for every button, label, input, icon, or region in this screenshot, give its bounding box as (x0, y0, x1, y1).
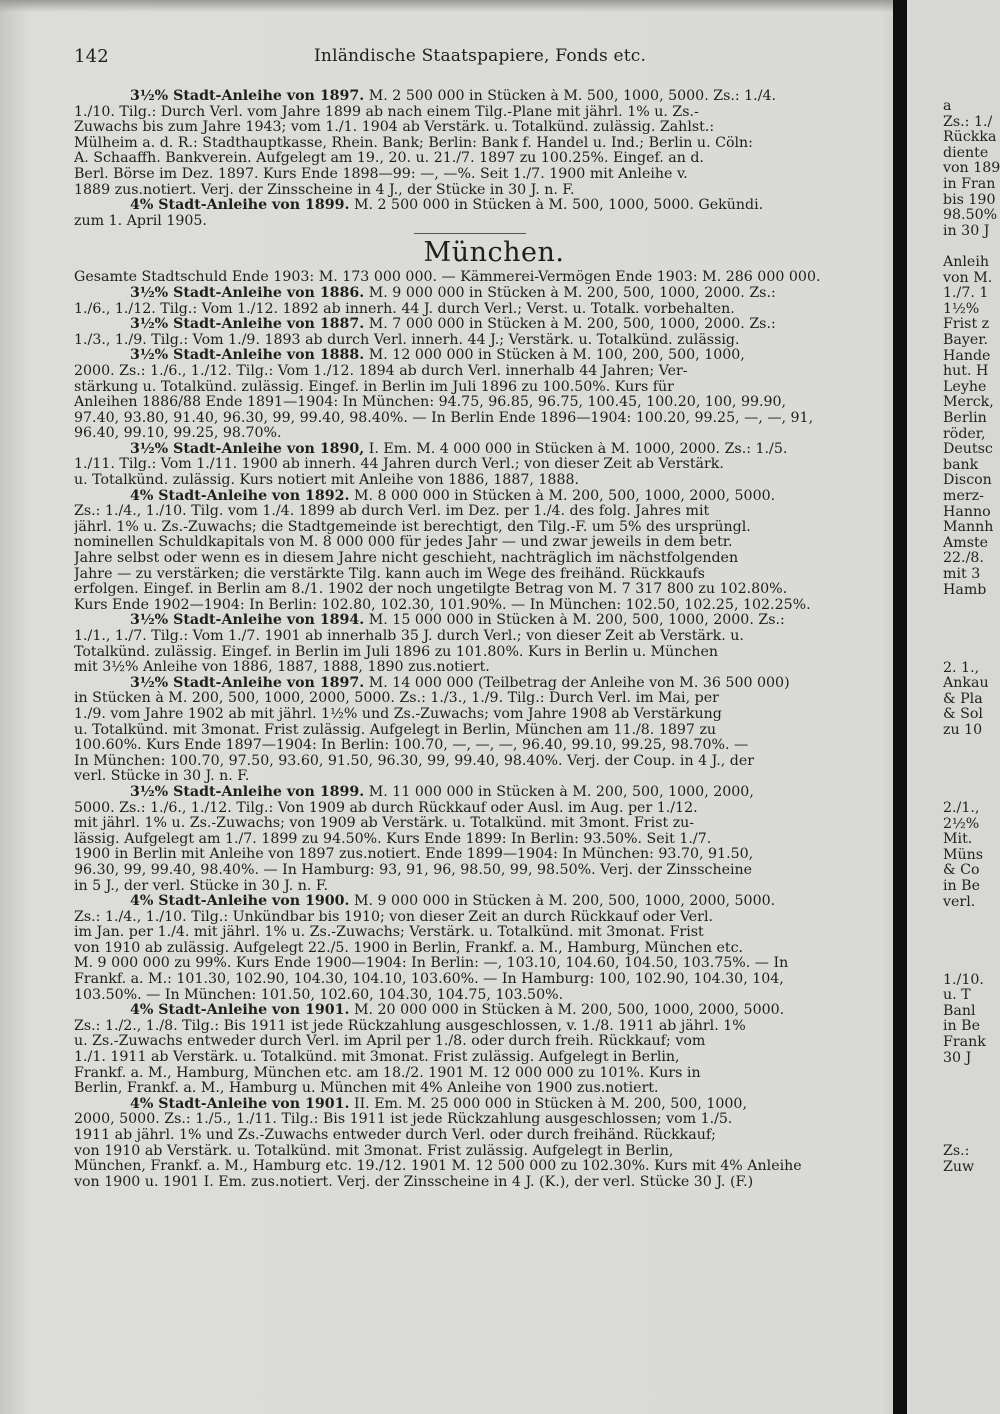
entry-text: in Stücken à M. 200, 500, 1000, 2000, 5000. Zs.: 1./3., 1./9. Tilg.: Durch Verl. im Mai, per (74, 691, 719, 707)
right-page-text: Zs.: (943, 1143, 970, 1160)
right-page-text: Zuw (943, 1158, 975, 1175)
bond-entry (74, 785, 874, 894)
right-page-text: 1./10. (943, 971, 984, 988)
entry-text: Jahre — zu verstärken; die verstärkte Tilg. kann auch im Wege des freihänd. Rückkaufs (74, 566, 705, 582)
entry-line (74, 769, 874, 785)
entry-line (74, 582, 874, 598)
bond-entry (74, 89, 874, 198)
entry-text: Frankf. a. M.: 101.30, 102.90, 104.30, 104.10, 103.60%. — In Hamburg: 100, 102.90, 104.30, 104, (74, 972, 784, 988)
entry-line (74, 442, 874, 458)
bond-entry (74, 348, 874, 442)
entry-text: 1911 ab jährl. 1% und Zs.-Zuwachs entweder durch Verl. oder durch freihänd. Rückkauf; (74, 1128, 716, 1143)
right-page-fragment (907, 0, 1000, 1414)
entry-line (74, 395, 874, 411)
entry-text: 1./10. Tilg.: Durch Verl. vom Jahre 1899 ab nach einem Tilg.-Plane mit jährl. 1% u. Zs.- (74, 104, 699, 120)
entry-text: M. 8 000 000 in Stücken à M. 200, 500, 1000, 2000, 5000. (353, 488, 776, 504)
entry-text: in 5 J., der verl. Stücke in 30 J. n. F. (74, 878, 329, 894)
entry-text: Mülheim a. d. R.: Stadthauptkasse, Rhein. Bank; Berlin: Bank f. Handel u. Ind.; Berlin u. Cöln: (74, 135, 753, 151)
entry-line (74, 551, 874, 567)
entry-text: Kurs Ende 1902—1904: In Berlin: 102.80, 102.30, 101.90%. — In München: 102.50, 102.25, 102.25%. (74, 597, 811, 613)
right-page-text: Leyhe (943, 378, 987, 395)
entry-line (74, 956, 874, 972)
entries-top (74, 89, 874, 229)
entry-text: mit 3½% Anleihe von 1886, 1887, 1888, 1890 zus.notiert. (74, 660, 490, 676)
entry-text: 96.40, 99.10, 99.25, 98.70%. (74, 426, 282, 442)
entry-line (74, 1175, 874, 1191)
entry-text: 1./1. 1911 ab Verstärk. u. Totalkünd. mit 3monat. Frist zulässig. Aufgelegt in Berlin, (74, 1050, 680, 1066)
entry-line (74, 988, 874, 1004)
entry-line (74, 879, 874, 895)
entry-text: M. 2 500 000 in Stücken à M. 500, 1000, 5000. Zs.: 1./4. (368, 89, 777, 104)
bond-entry (74, 317, 874, 348)
entry-text: 1889 zus.notiert. Verj. der Zinsscheine in 4 J., der Stücke in 30 J. n. F. (74, 182, 575, 198)
book-gutter (893, 0, 907, 1414)
entry-text: I. Em. M. 4 000 000 in Stücken à M. 1000, 2000. Zs.: 1./5. (368, 441, 788, 457)
right-page-text: & Pla (943, 690, 983, 707)
right-page-text: 1½% (943, 300, 980, 317)
entry-text: nominellen Schuldkapitals von M. 8 000 000 für jedes Jahr — und zwar jeweils in dem betr. (74, 535, 733, 551)
entry-heading: 3½% Stadt-Anleihe von 1888. (130, 348, 365, 364)
entry-text: stärkung u. Totalkünd. zulässig. Eingef. in Berlin im Juli 1896 zu 100.50%. Kurs für (74, 379, 674, 395)
bond-entry (74, 894, 874, 1003)
right-page-text: Mannh (943, 519, 994, 536)
right-page-text: Merck, (943, 394, 994, 411)
entry-text: M. 11 000 000 in Stücken à M. 200, 500, 1000, 2000, (368, 784, 754, 800)
entry-line (74, 286, 874, 302)
entry-text: von 1900 u. 1901 I. Em. zus.notiert. Verj. der Zinsscheine in 4 J. (K.), der verl. Stücke 30 J. (F.) (74, 1174, 754, 1190)
entry-text: 1./1., 1./7. Tilg.: Vom 1./7. 1901 ab innerhalb 35 J. durch Verl.; von dieser Zeit ab Verstärk. u. (74, 629, 744, 644)
entry-line (74, 1081, 874, 1097)
entry-line (74, 629, 874, 645)
entry-line (74, 89, 874, 105)
right-page-text: von M. (943, 269, 993, 286)
right-page-text: Deutsc (943, 441, 993, 458)
entry-line (74, 411, 874, 427)
entry-text: zum 1. April 1905. (74, 213, 207, 229)
entry-line (74, 1112, 874, 1128)
entry-line (74, 738, 874, 754)
bond-entry (74, 489, 874, 614)
entry-text: M. 9 000 000 in Stücken à M. 200, 500, 1000, 2000, 5000. (353, 894, 776, 910)
entry-line (74, 1097, 874, 1113)
right-page-text: Müns (943, 846, 984, 863)
entry-text: Anleihen 1886/88 Ende 1891—1904: In München: 94.75, 96.85, 96.75, 100.45, 100.20, 100, 99.90, (74, 395, 787, 411)
entry-heading: 4% Stadt-Anleihe von 1892. (130, 488, 350, 504)
entry-text: M. 14 000 000 (Teilbetrag der Anleihe von M. 36 500 000) (368, 675, 790, 691)
entry-heading: 4% Stadt-Anleihe von 1899. (130, 198, 350, 214)
entry-heading: 3½% Stadt-Anleihe von 1894. (130, 613, 365, 629)
bond-entry (74, 198, 874, 229)
entry-heading: 3½% Stadt-Anleihe von 1887. (130, 317, 365, 333)
entry-text: M. 7 000 000 in Stücken à M. 200, 500, 1000, 2000. Zs.: (368, 317, 776, 333)
right-page-text: a (943, 98, 952, 114)
entry-line (74, 613, 874, 629)
entry-text: u. Zs.-Zuwachs entweder durch Verl. im April per 1./8. oder durch freih. Rückkauf; vom (74, 1034, 706, 1050)
section-divider (414, 233, 526, 234)
entry-line (74, 426, 874, 442)
right-page-text: Hande (943, 347, 991, 364)
running-header (74, 46, 874, 70)
right-page-text: Discon (943, 472, 992, 489)
right-page-text: u. T (943, 987, 971, 1004)
entry-text: 2000, 5000. Zs.: 1./5., 1./11. Tilg.: Bis 1911 ist jede Rückzahlung ausgeschlossen; vom 1./5. (74, 1112, 733, 1128)
entry-line (74, 457, 874, 473)
entry-heading: 3½% Stadt-Anleihe von 1890, (130, 441, 365, 457)
entry-text: Zs.: 1./4., 1./10. Tilg. vom 1./4. 1899 ab durch Verl. im Dez. per 1./4. des folg. Jahres mit (74, 504, 710, 520)
entry-line (74, 754, 874, 770)
right-page-text: Zs.: 1./ (943, 113, 993, 130)
entry-line (74, 645, 874, 661)
entry-line (74, 1144, 874, 1160)
entry-line (74, 473, 874, 489)
entry-line (74, 660, 874, 676)
entry-text: im Jan. per 1./4. mit jährl. 1% u. Zs.-Zuwachs; Verstärk. u. Totalkünd. mit 3monat. Frist (74, 925, 704, 941)
entry-line (74, 214, 874, 230)
entry-text: Totalkünd. zulässig. Eingef. in Berlin im Juli 1896 zu 101.80%. Kurs in Berlin u. München (74, 644, 719, 660)
right-page-text: in 30 J (943, 222, 990, 239)
entry-heading: 4% Stadt-Anleihe von 1900. (130, 894, 350, 910)
entry-text: M. 9 000 000 in Stücken à M. 200, 500, 1000, 2000. Zs.: (368, 285, 776, 301)
entry-line (74, 567, 874, 583)
right-page-text: Hamb (943, 581, 987, 598)
entry-line (74, 1128, 874, 1144)
right-page-text: von 189 (943, 160, 1000, 177)
entry-line (74, 598, 874, 614)
right-page-text: Berlin (943, 410, 987, 426)
right-page-text: 30 J (943, 1049, 972, 1066)
entry-line (74, 832, 874, 848)
right-page-text: 2./1., (943, 800, 980, 816)
city-heading: München. (423, 237, 565, 269)
entry-text: jährl. 1% u. Zs.-Zuwachs; die Stadtgemeinde ist berechtigt, den Tilg.-F. um 5% des ursprüngl. (74, 519, 751, 535)
entry-text: Jahre selbst oder wenn es in diesem Jahre nicht geschieht, nachträglich im nächstfolgenden (74, 551, 739, 567)
entry-text: Berl. Börse im Dez. 1897. Kurs Ende 1898—99: —, —%. Seit 1./7. 1900 mit Anleihe v. (74, 166, 688, 182)
entry-line (74, 1066, 874, 1082)
right-page-text: 1./7. 1 (943, 285, 989, 302)
entry-heading: 4% Stadt-Anleihe von 1901. (130, 1003, 350, 1019)
entry-line (74, 910, 874, 926)
entry-line (74, 972, 874, 988)
bond-entry (74, 676, 874, 785)
entry-text: 1./9. vom Jahre 1902 ab mit jährl. 1½% und Zs.-Zuwachs; vom Jahre 1908 ab Verstärkung (74, 706, 722, 722)
entry-line (74, 520, 874, 536)
entry-text: Frankf. a. M., Hamburg, München etc. am 18./2. 1901 M. 12 000 000 zu 101%. Kurs in (74, 1065, 701, 1081)
entry-line (74, 925, 874, 941)
right-page-text: Frist z (943, 316, 990, 333)
entry-heading: 3½% Stadt-Anleihe von 1899. (130, 784, 365, 800)
entry-line (74, 801, 874, 817)
entry-line (74, 1159, 874, 1175)
right-page-text: merz- (943, 488, 984, 504)
right-page-text: 22./8. (943, 550, 984, 567)
entry-text: 5000. Zs.: 1./6., 1./12. Tilg.: Von 1909 ab durch Rückkauf oder Ausl. im Aug. per 1./12. (74, 800, 698, 816)
entry-text: 96.30, 99, 99.40, 98.40%. — In Hamburg: 93, 91, 96, 98.50, 99, 98.50%. Verj. der Zinsscheine (74, 862, 753, 878)
entry-line (74, 816, 874, 832)
right-page-text: 2½% (943, 815, 980, 832)
bond-entry (74, 1097, 874, 1191)
right-page-text: Bayer. (943, 332, 989, 348)
entry-line (74, 723, 874, 739)
entry-line (74, 941, 874, 957)
right-page-text: diente (943, 144, 989, 161)
entry-text: M. 12 000 000 in Stücken à M. 100, 200, 500, 1000, (368, 348, 745, 364)
entry-text: erfolgen. Eingef. in Berlin am 8./1. 1902 der noch ungetilgte Betrag von M. 7 317 800 zu 102.80%. (74, 582, 788, 598)
entry-line (74, 167, 874, 183)
entry-line (74, 183, 874, 199)
entry-line (74, 1034, 874, 1050)
entry-text: lässig. Aufgelegt am 1./7. 1899 zu 94.50%. Kurs Ende 1899: In Berlin: 93.50%. Seit 1./7. (74, 831, 712, 847)
entry-text: M. 9 000 000 zu 99%. Kurs Ende 1900—1904: In Berlin: —, 103.10, 104.60, 104.50, 103.75%. — In (74, 956, 789, 972)
entry-text: mit jährl. 1% u. Zs.-Zuwachs; von 1909 ab Verstärk. u. Totalkünd. mit 3mont. Frist zu- (74, 816, 695, 832)
right-page-text: & Co (943, 862, 980, 879)
entry-line (74, 302, 874, 318)
entry-text: Zs.: 1./2., 1./8. Tilg.: Bis 1911 ist jede Rückzahlung ausgeschlossen, v. 1./8. 1911 ab jährl. 1% (74, 1018, 746, 1034)
entry-line (74, 535, 874, 551)
entry-text: 1./11. Tilg.: Vom 1./11. 1900 ab innerh. 44 Jahren durch Verl.; von dieser Zeit ab Verstärk. (74, 457, 724, 473)
right-page-text: Banl (943, 1002, 976, 1019)
right-page-text: Amste (943, 534, 989, 551)
right-page-text: hut. H (943, 363, 989, 380)
entry-line (74, 333, 874, 349)
entry-line (74, 894, 874, 910)
entry-text: von 1910 ab zulässig. Aufgelegt 22./5. 1900 in Berlin, Frankf. a. M., Hamburg, München etc. (74, 940, 744, 956)
bond-entry (74, 613, 874, 675)
entry-line (74, 198, 874, 214)
body-text (74, 89, 874, 1190)
entry-text: A. Schaaffh. Bankverein. Aufgelegt am 19., 20. u. 21./7. 1897 zu 100.25%. Eingef. an d. (74, 151, 704, 167)
entry-line (74, 105, 874, 121)
right-page-text: 98.50% (943, 207, 998, 224)
bond-entry (74, 442, 874, 489)
entry-text: M. 2 500 000 in Stücken à M. 500, 1000, 5000. Gekündi. (353, 198, 764, 214)
entry-line (74, 348, 874, 364)
entry-line (74, 364, 874, 380)
entry-line (74, 151, 874, 167)
entry-text: 1./3., 1./9. Tilg.: Vom 1./9. 1893 ab durch Verl. innerh. 44 J.; Verstärk. u. Totalkünd. zulässig. (74, 332, 740, 348)
right-page-text: mit 3 (943, 566, 981, 582)
entry-text: In München: 100.70, 97.50, 93.60, 91.50, 96.30, 99, 99.40, 98.40%. Verj. der Coup. in 4 J., der (74, 753, 755, 769)
entry-text: 100.60%. Kurs Ende 1897—1904: In Berlin: 100.70, —, —, —, 96.40, 99.10, 99.25, 98.70%. — (74, 738, 749, 754)
entry-text: 1./6., 1./12. Tilg.: Vom 1./12. 1892 ab innerh. 44 J. durch Verl.; Verst. u. Totalk. vorbehalten. (74, 301, 735, 317)
right-page-text: in Fran (943, 176, 996, 192)
right-page-text: Anleih (943, 254, 989, 270)
right-page-text: Frank (943, 1034, 986, 1050)
bond-entry (74, 286, 874, 317)
entry-line (74, 380, 874, 396)
right-page-text: Rückka (943, 129, 997, 146)
entry-text: II. Em. M. 25 000 000 in Stücken à M. 200, 500, 1000, (353, 1096, 747, 1112)
entry-line (74, 504, 874, 520)
bond-entry (74, 1003, 874, 1097)
right-page-text: röder, (943, 425, 986, 442)
entry-text: 103.50%. — In München: 101.50, 102.60, 104.30, 104.75, 103.50%. (74, 987, 564, 1003)
entries-list (74, 286, 874, 1190)
right-page-text: Mit. (943, 831, 973, 848)
entry-line (74, 136, 874, 152)
entry-line (74, 1050, 874, 1066)
entry-line (74, 317, 874, 333)
entry-line (74, 863, 874, 879)
right-page-text: Ankau (943, 675, 989, 692)
running-title: Inländische Staatspapiere, Fonds etc. (314, 46, 647, 66)
right-page-text: bis 190 (943, 191, 996, 208)
page-number: 142 (74, 46, 109, 67)
right-page-text: in Be (943, 878, 981, 894)
entry-line (74, 691, 874, 707)
right-page-text: 2. 1., (943, 659, 980, 676)
entry-text: Zs.: 1./4., 1./10. Tilg.: Unkündbar bis 1910; von dieser Zeit an durch Rückkauf oder Verl. (74, 909, 713, 925)
entry-line (74, 1019, 874, 1035)
entry-heading: 4% Stadt-Anleihe von 1901. (130, 1096, 350, 1112)
right-page-text: zu 10 (943, 722, 983, 738)
entry-line (74, 489, 874, 505)
entry-text: 2000. Zs.: 1./6., 1./12. Tilg.: Vom 1./12. 1894 ab durch Verl. innerhalb 44 Jahren; Ver- (74, 363, 688, 379)
entry-line (74, 676, 874, 692)
entry-text: von 1910 ab Verstärk. u. Totalkünd. mit 3monat. Frist zulässig. Aufgelegt in Berlin, (74, 1143, 674, 1159)
entry-text: u. Totalkünd. zulässig. Kurs notiert mit Anleihe von 1886, 1887, 1888. (74, 473, 580, 489)
entry-text: 97.40, 93.80, 91.40, 96.30, 99, 99.40, 98.40%. — In Berlin Ende 1896—1904: 100.20, 99.25, —, —, 91, (74, 410, 814, 426)
entry-text: Zuwachs bis zum Jahre 1943; vom 1./1. 1904 ab Verstärk. u. Totalkünd. zulässig. Zahlst.: (74, 120, 715, 136)
right-page-text: in Be (943, 1018, 981, 1035)
entry-heading: 3½% Stadt-Anleihe von 1886. (130, 285, 365, 301)
entry-line (74, 1003, 874, 1019)
entry-text: verl. Stücke in 30 J. n. F. (74, 769, 250, 785)
entry-heading: 3½% Stadt-Anleihe von 1897. (130, 89, 365, 104)
debt-summary: Gesamte Stadtschuld Ende 1903: M. 173 000 000. — Kämmerei-Vermögen Ende 1903: M. 286 000 000. (74, 270, 821, 286)
left-page (74, 0, 874, 1414)
entry-text: Berlin, Frankf. a. M., Hamburg u. München mit 4% Anleihe von 1900 zus.notiert. (74, 1081, 659, 1097)
entry-text: u. Totalkünd. mit 3monat. Frist zulässig. Aufgelegt in Berlin, München am 11./8. 1897 zu (74, 722, 717, 738)
entry-text: München, Frankf. a. M., Hamburg etc. 19./12. 1901 M. 12 500 000 zu 102.30%. Kurs mit 4% Anleihe (74, 1159, 802, 1175)
entry-line (74, 785, 874, 801)
entry-text: M. 15 000 000 in Stücken à M. 200, 500, 1000, 2000. Zs.: (368, 613, 785, 629)
entry-line (74, 847, 874, 863)
right-page-text: verl. (943, 893, 976, 910)
entry-heading: 3½% Stadt-Anleihe von 1897. (130, 675, 365, 691)
right-page-text: Hanno (943, 503, 991, 520)
entry-text: 1900 in Berlin mit Anleihe von 1897 zus.notiert. Ende 1899—1904: In München: 93.70, 91.50, (74, 847, 754, 863)
entry-line (74, 120, 874, 136)
entry-line (74, 707, 874, 723)
entry-text: M. 20 000 000 in Stücken à M. 200, 500, 1000, 2000, 5000. (353, 1003, 785, 1019)
right-page-text: bank (943, 456, 979, 473)
right-page-text: & Sol (943, 706, 983, 723)
